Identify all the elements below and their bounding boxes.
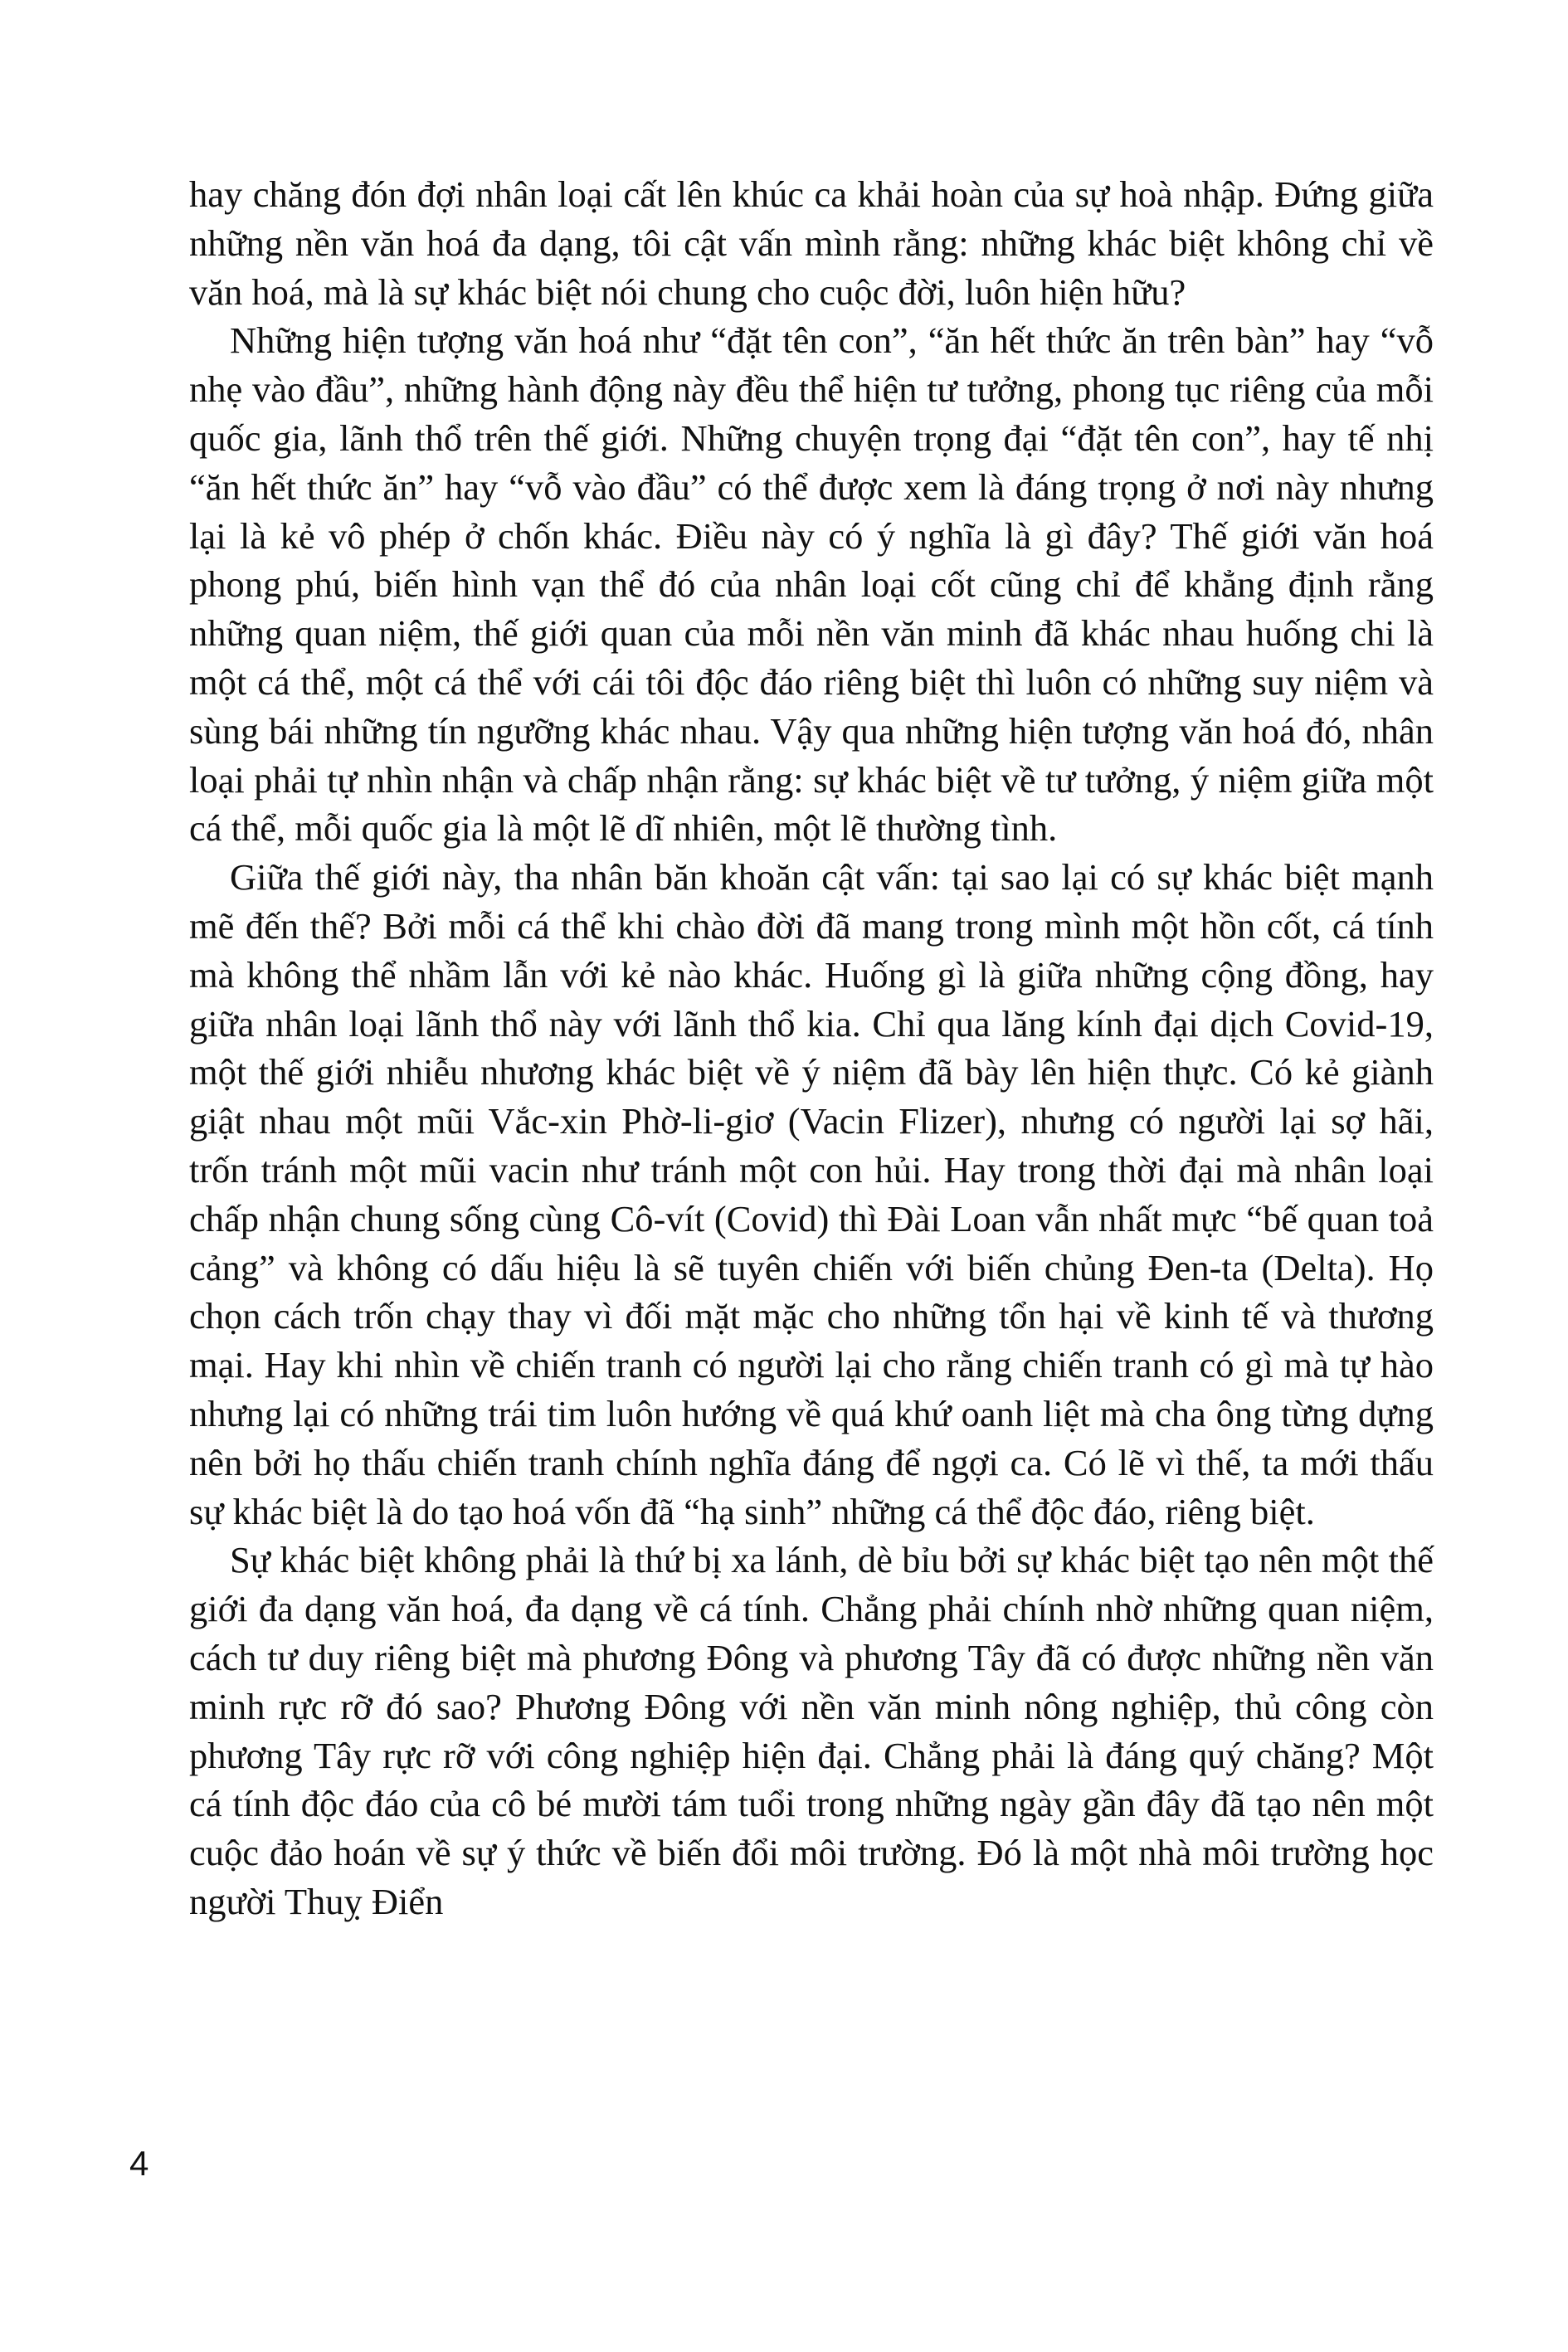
paragraph-1: hay chăng đón đợi nhân loại cất lên khúc ca khải hoàn của sự hoà nhập. Đứng giữa những nền văn hoá đa dạng, tôi cật vấn mình rằng: những khác biệt không chỉ về văn hoá, mà là sự khác biệt nói chung cho cuộc đời, luôn hiện hữu? [189, 173, 1434, 313]
paragraph-4: Sự khác biệt không phải là thứ bị xa lánh, dè bỉu bởi sự khác biệt tạo nên một thế giới đa dạng văn hoá, đa dạng về cá tính. Chẳng phải chính nhờ những quan niệm, cách tư duy riêng biệt mà phương Đông và phương Tây đã có được những nền văn minh rực rỡ đó sao? Phương Đông với nền văn minh nông nghiệp, thủ công còn phương Tây rực rỡ với công nghiệp hiện đại. Chẳng phải là đáng quý chăng? Một cá tính độc đáo của cô bé mười tám tuổi trong những ngày gần đây đã tạo nên một cuộc đảo hoán về sự ý thức về biến đổi môi trường. Đó là một nhà môi trường học người Thuỵ Điển [189, 1539, 1434, 1922]
paragraph-3: Giữa thế giới này, tha nhân băn khoăn cật vấn: tại sao lại có sự khác biệt mạnh mẽ đến thế? Bởi mỗi cá thể khi chào đời đã mang trong mình một hồn cốt, cá tính mà không thể nhầm lẫn với kẻ nào khác. Huống gì là giữa những cộng đồng, hay giữa nhân loại lãnh thổ này với lãnh thổ kia. Chỉ qua lăng kính đại dịch Covid-19, một thế giới nhiễu nhương khác biệt về ý niệm đã bày lên hiện thực. Có kẻ giành giật nhau một mũi Vắc-xin Phờ-li-giơ (Vacin Flizer), nhưng có người lại sợ hãi, trốn tránh một mũi vacin như tránh một con hủi. Hay trong thời đại mà nhân loại chấp nhận chung sống cùng Cô-vít (Covid) thì Đài Loan vẫn nhất mực “bế quan toả cảng” và không có dấu hiệu là sẽ tuyên chiến với biến chủng Đen-ta (Delta). Họ chọn cách trốn chạy thay vì đối mặt mặc cho những tổn hại về kinh tế và thương mại. Hay khi nhìn về chiến tranh có người lại cho rằng chiến tranh có gì mà tự hào nhưng lại có những trái tim luôn hướng về quá khứ oanh liệt mà cha ông từng dựng nên bởi họ thấu chiến tranh chính nghĩa đáng để ngợi ca. Có lẽ vì thế, ta mới thấu sự khác biệt là do tạo hoá vốn đã “hạ sinh” những cá thể độc đáo, riêng biệt. [189, 856, 1434, 1532]
body-text [189, 170, 1434, 1926]
page-number: 4 [129, 2144, 149, 2183]
paragraph-2: Những hiện tượng văn hoá như “đặt tên con”, “ăn hết thức ăn trên bàn” hay “vỗ nhẹ vào đầu”, những hành động này đều thể hiện tư tưởng, phong tục riêng của mỗi quốc gia, lãnh thổ trên thế giới. Những chuyện trọng đại “đặt tên con”, hay tế nhị “ăn hết thức ăn” hay “vỗ vào đầu” có thể được xem là đáng trọng ở nơi này nhưng lại là kẻ vô phép ở chốn khác. Điều này có ý nghĩa là gì đây? Thế giới văn hoá phong phú, biến hình vạn thể đó của nhân loại cốt cũng chỉ để khẳng định rằng những quan niệm, thế giới quan của mỗi nền văn minh đã khác nhau huống chi là một cá thể, một cá thể với cái tôi độc đáo riêng biệt thì luôn có những suy niệm và sùng bái những tín ngưỡng khác nhau. Vậy qua những hiện tượng văn hoá đó, nhân loại phải tự nhìn nhận và chấp nhận rằng: sự khác biệt về tư tưởng, ý niệm giữa một cá thể, mỗi quốc gia là một lẽ dĩ nhiên, một lẽ thường tình. [189, 319, 1434, 850]
